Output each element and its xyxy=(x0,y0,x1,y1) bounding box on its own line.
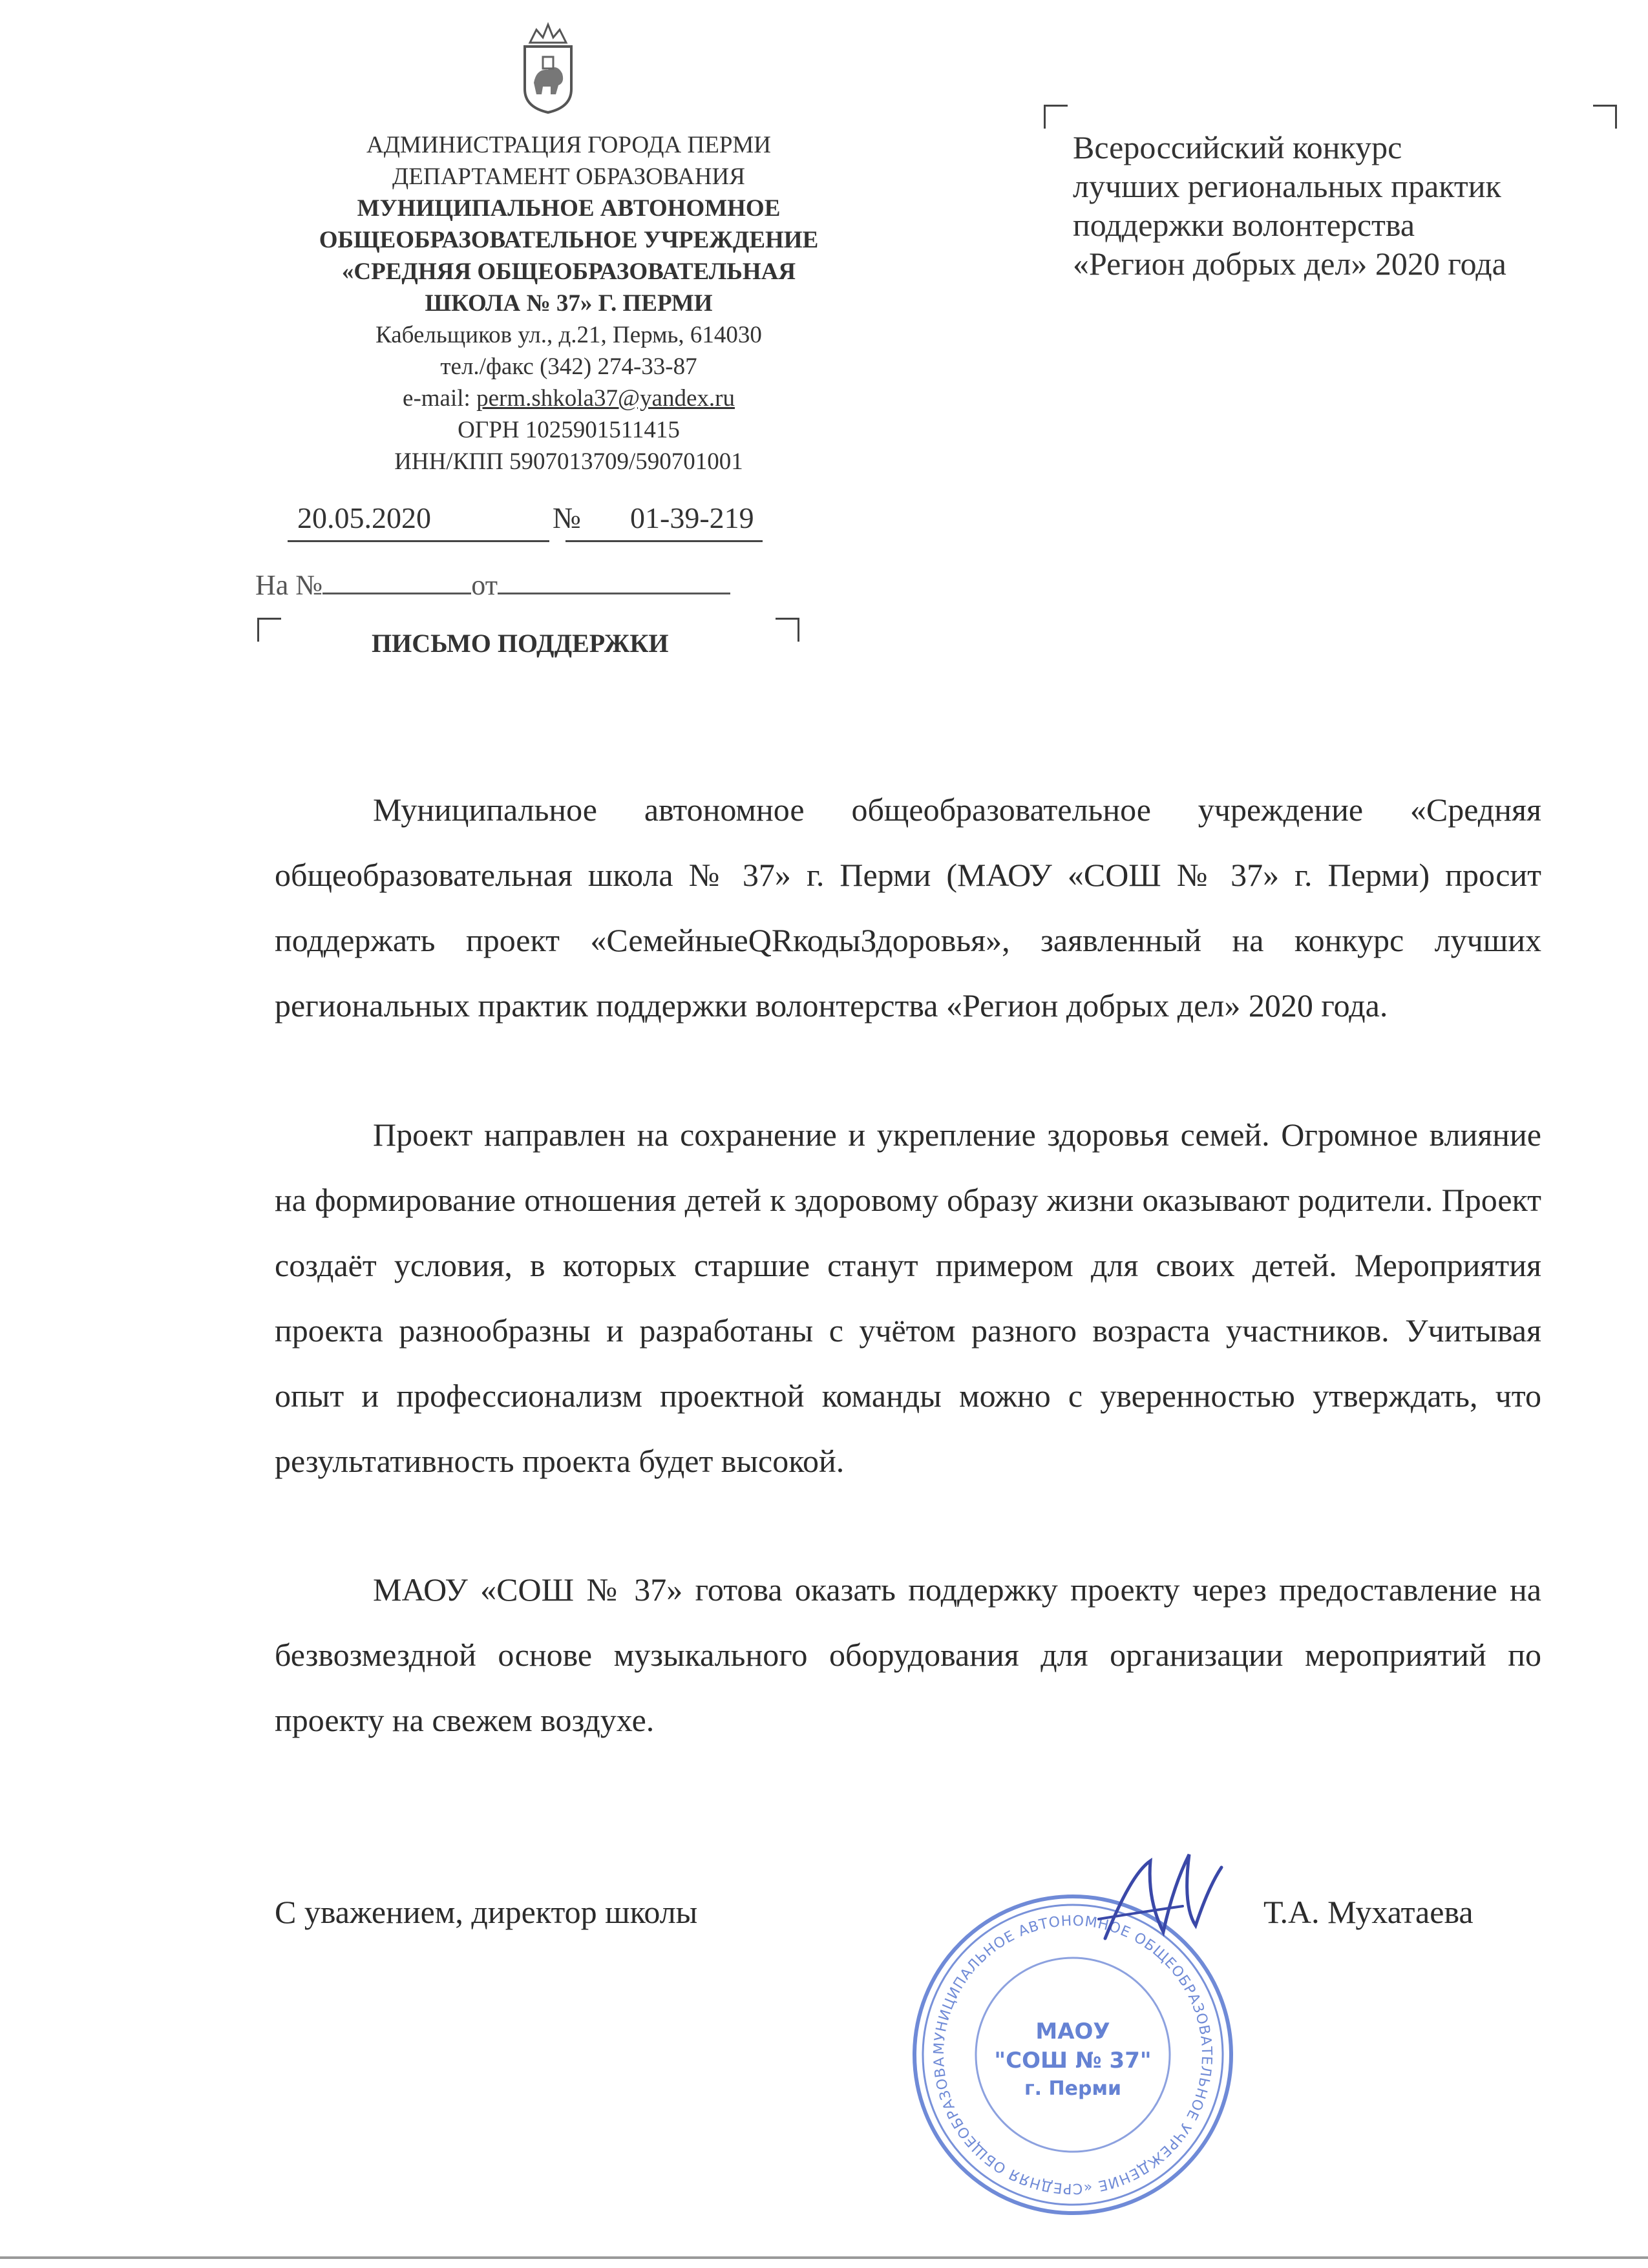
letterhead-line: ДЕПАРТАМЕНТ ОБРАЗОВАНИЯ xyxy=(392,163,745,190)
addressee-line: поддержки волонтерства xyxy=(1073,207,1415,243)
reply-label: На № xyxy=(255,569,323,601)
reply-ref xyxy=(255,569,730,602)
letterhead-line: АДМИНИСТРАЦИЯ ГОРОДА ПЕРМИ xyxy=(366,132,772,158)
reg-date: 20.05.2020 xyxy=(297,501,431,534)
letterhead-org: «СРЕДНЯЯ ОБЩЕОБРАЗОВАТЕЛЬНАЯ xyxy=(341,258,796,285)
reg-number: 01-39-219 xyxy=(630,501,754,534)
body-paragraph: Муниципальное автономное общеобразовательное учреждение «Средняя общеобразовательная школа № 37» г. Перми (МАОУ «СОШ № 37» г. Перми) просит поддержать проект «СемейныеQRкодыЗдоровья», заявленный на конкурс лучших региональных практик поддержки волонтерства «Регион добрых дел» 2020 года. xyxy=(275,792,1541,1024)
corner-mark xyxy=(1044,105,1068,129)
signatory-name: Т.А. Мухатаева xyxy=(1263,1894,1474,1930)
stamp-line: МАОУ xyxy=(1035,2019,1110,2044)
addressee-line: Всероссийский конкурс xyxy=(1073,129,1402,165)
addressee-line: лучших региональных практик xyxy=(1073,168,1501,204)
reg-date-underline xyxy=(288,540,549,542)
page-bottom-edge xyxy=(0,2256,1648,2259)
email-label: e-mail: xyxy=(403,385,477,412)
stamp-line: г. Перми xyxy=(1024,2077,1121,2100)
ogrn-line: ОГРН 1025901511415 xyxy=(458,417,680,443)
closing-phrase: С уважением, директор школы xyxy=(275,1894,698,1930)
addressee-block xyxy=(1073,128,1506,283)
body-paragraph: МАОУ «СОШ № 37» готова оказать поддержку проекту через предоставление на безвозмездной основе музыкального оборудования для организации мероприятий по проекту на свежем воздухе. xyxy=(275,1571,1541,1738)
corner-mark xyxy=(1593,105,1617,129)
inn-line: ИНН/КПП 5907013709/590701001 xyxy=(394,448,743,475)
reg-number-underline xyxy=(565,540,763,542)
corner-mark xyxy=(776,618,799,642)
addressee-line: «Регион добрых дел» 2020 года xyxy=(1073,246,1506,282)
reply-ot: от xyxy=(471,569,498,601)
letterhead-org: МУНИЦИПАЛЬНОЕ АВТОНОМНОЕ xyxy=(357,195,781,222)
letterhead-org: ОБЩЕОБРАЗОВАТЕЛЬНОЕ УЧРЕЖДЕНИЕ xyxy=(319,227,819,253)
stamp-line: "СОШ № 37" xyxy=(994,2048,1152,2074)
stamp-ring-text: МУНИЦИПАЛЬНОЕ АВТОНОМНОЕ ОБЩЕОБРАЗОВАТЕЛЬНОЕ УЧРЕЖДЕНИЕ «СРЕДНЯЯ ОБЩЕОБРАЗОВА xyxy=(931,1913,1215,2197)
email-link[interactable]: perm.shkola37@yandex.ru xyxy=(476,385,735,412)
coat-of-arms-icon xyxy=(517,18,579,115)
phone-line: тел./факс (342) 274-33-87 xyxy=(440,353,697,380)
letterhead-org: ШКОЛА № 37» Г. ПЕРМИ xyxy=(425,290,713,317)
signature-icon xyxy=(1092,1848,1234,1958)
body-paragraph: Проект направлен на сохранение и укрепление здоровья семей. Огромное влияние на формирование отношения детей к здоровому образу жизни оказывают родители. Проект создаёт условия, в которых старшие станут примером для своих детей. Мероприятия проекта разнообразны и разработаны с учётом разного возраста участников. Учитывая опыт и профессионализм проектной команды можно с уверенностью утверждать, что результативность проекта будет высокой. xyxy=(275,1117,1541,1479)
corner-mark xyxy=(257,618,281,642)
letterhead xyxy=(246,129,892,478)
reg-no-sign: № xyxy=(553,501,581,534)
email-line xyxy=(246,383,892,414)
address-line: Кабельщиков ул., д.21, Пермь, 614030 xyxy=(375,322,762,348)
document-title: ПИСЬМО ПОДДЕРЖКИ xyxy=(372,629,669,658)
